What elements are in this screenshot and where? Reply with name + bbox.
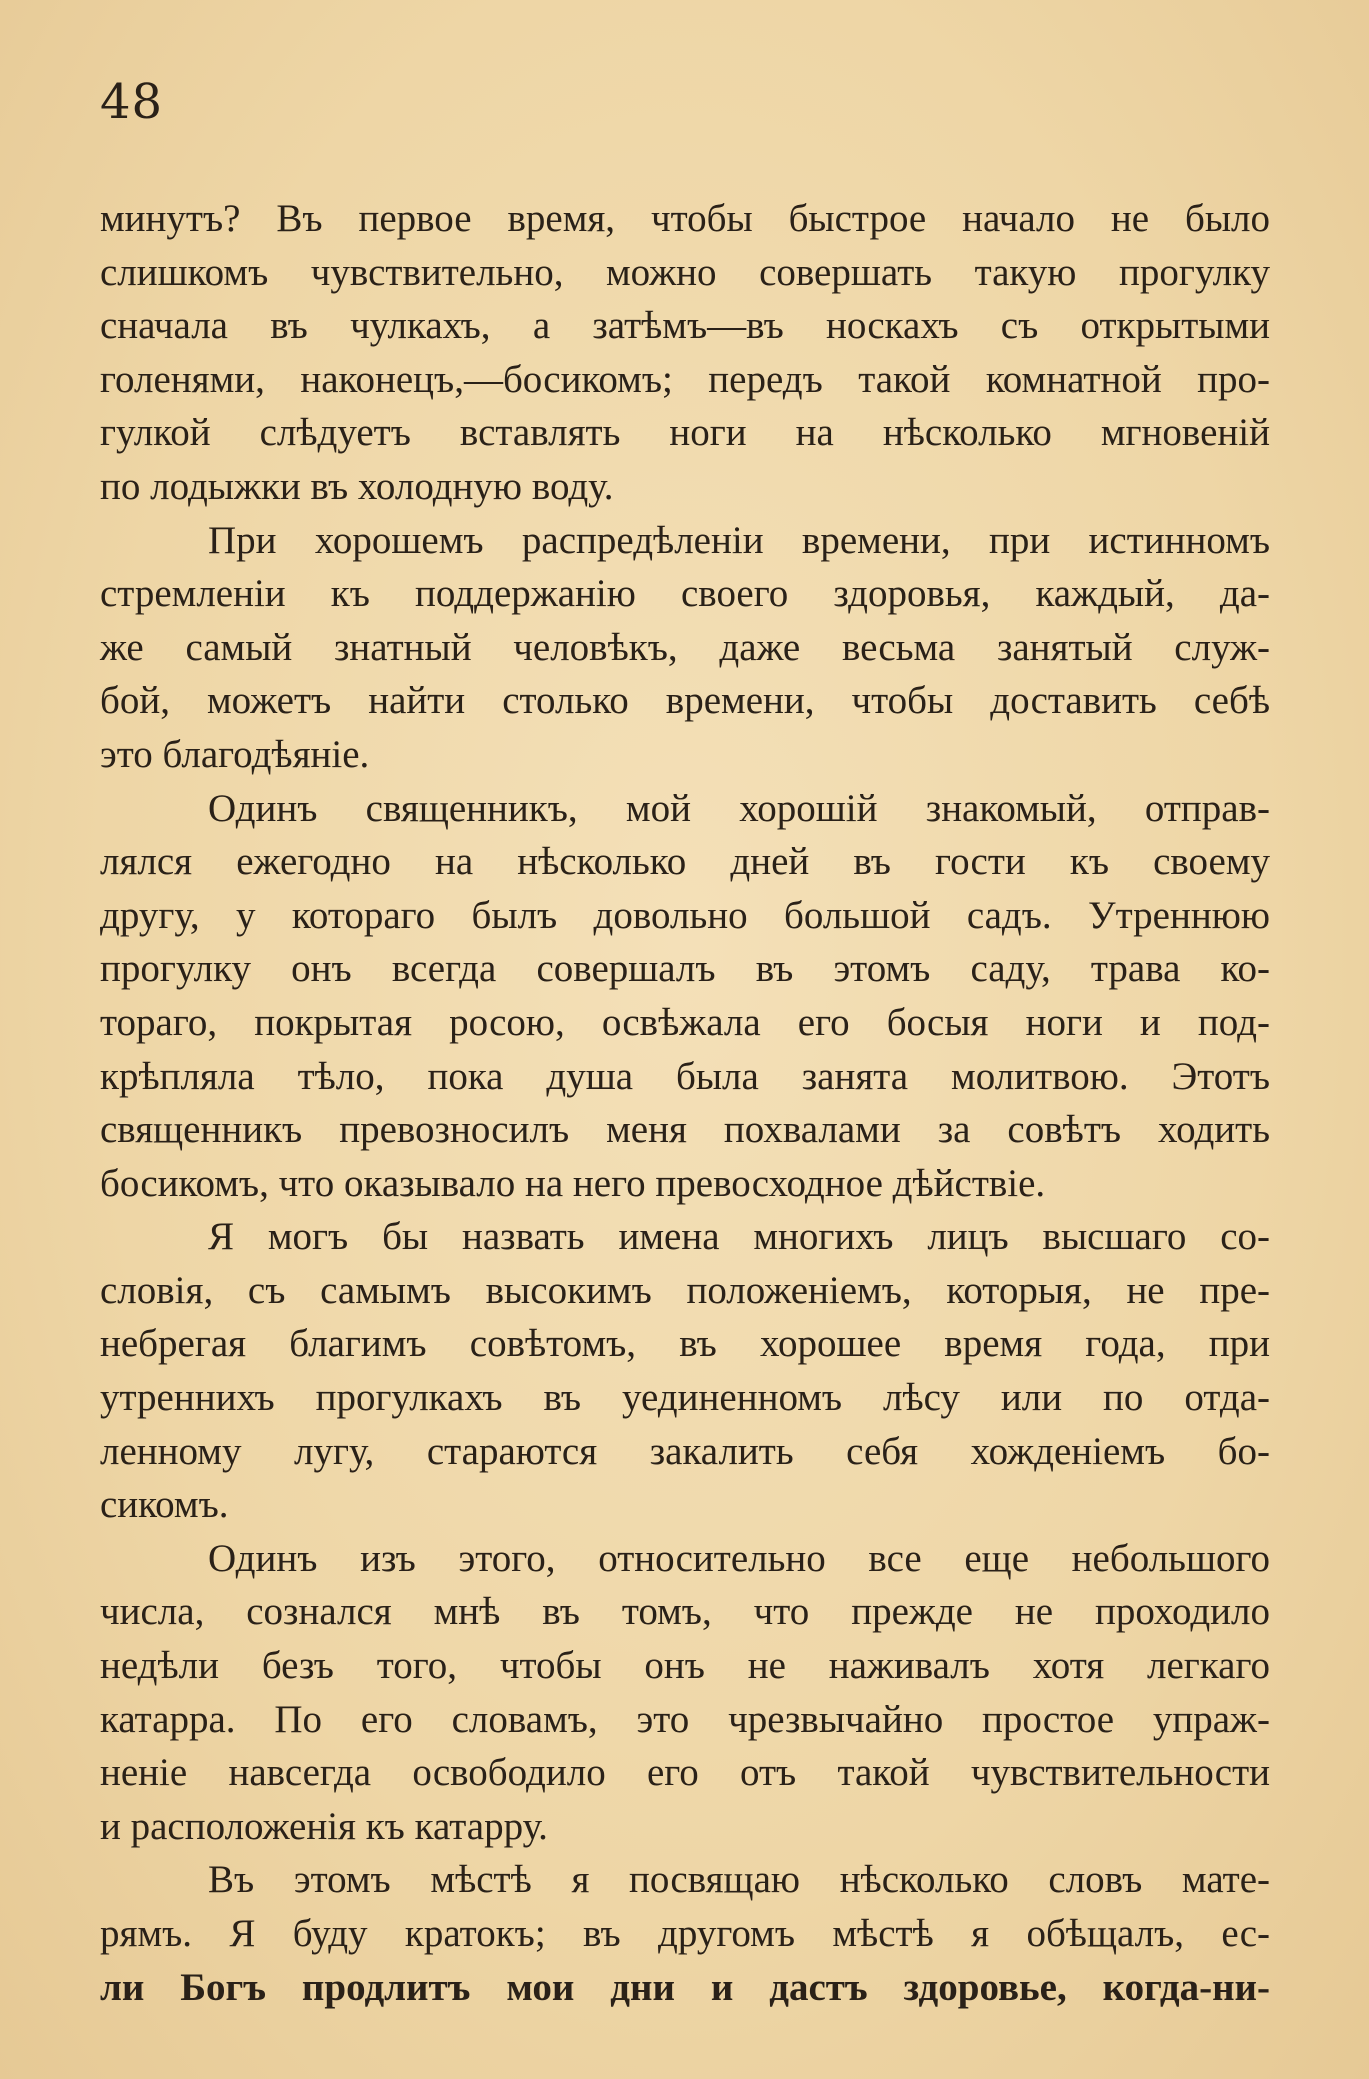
paragraph [100, 514, 1270, 782]
text-line: словія, съ самымъ высокимъ положеніемъ, которыя, не пре- [100, 1268, 1270, 1312]
text-line: же самый знатный человѣкъ, даже весьма занятый служ- [100, 625, 1270, 669]
page-number: 48 [100, 74, 164, 130]
body-text [100, 192, 1270, 2014]
text-line: утреннихъ прогулкахъ въ уединенномъ лѣсу или по отда- [100, 1376, 1270, 1420]
text-line: другу, у котораго былъ довольно большой садъ. Утреннюю [100, 893, 1270, 937]
text-line: крѣпляла тѣло, пока душа была занята молитвою. Этотъ [100, 1054, 1270, 1098]
text-line: стремленіи къ поддержанію своего здоровья, каждый, да- [100, 572, 1270, 616]
text-line: Я могъ бы назвать имена многихъ лицъ высшаго со- [208, 1215, 1270, 1259]
text-line: лялся ежегодно на нѣсколько дней въ гости къ своему [100, 840, 1270, 884]
text-line: ли Богъ продлитъ мои дни и дастъ здоровье, когда-ни- [100, 1965, 1270, 2009]
text-line: неніе навсегда освободило его отъ такой чувствительности [100, 1751, 1270, 1795]
text-line: ленному лугу, стараются закалить себя хожденіемъ бо- [100, 1429, 1270, 1473]
paragraph [100, 1210, 1270, 1532]
text-line: Въ этомъ мѣстѣ я посвящаю нѣсколько словъ мате- [208, 1858, 1270, 1902]
text-line: минутъ? Въ первое время, чтобы быстрое начало не было [100, 197, 1270, 240]
paragraph [100, 192, 1270, 514]
paragraph [100, 782, 1270, 1211]
text-line: голенями, наконецъ,—босикомъ; передъ такой комнатной про- [100, 357, 1270, 401]
text-line: священникъ превозносилъ меня похвалами за совѣтъ ходить [100, 1108, 1270, 1152]
text-line: босикомъ, что оказывало на него превосходное дѣйствіе. [100, 1161, 1046, 1205]
text-line: это благодѣяніе. [100, 732, 370, 776]
text-line: рямъ. Я буду кратокъ; въ другомъ мѣстѣ я обѣщалъ, ес- [100, 1912, 1270, 1955]
text-line: бой, можетъ найти столько времени, чтобы доставить себѣ [100, 679, 1270, 723]
paragraph [100, 1532, 1270, 1854]
text-line: Одинъ священникъ, мой хорошій знакомый, отправ- [208, 786, 1270, 830]
text-line: небрегая благимъ совѣтомъ, въ хорошее время года, при [100, 1322, 1270, 1366]
text-line: по лодыжки въ холодную воду. [100, 464, 614, 508]
text-line: При хорошемъ распредѣленіи времени, при истинномъ [208, 518, 1270, 562]
paragraph [100, 1853, 1270, 2014]
text-line: гулкой слѣдуетъ вставлять ноги на нѣсколько мгновеній [100, 411, 1270, 455]
text-line: слишкомъ чувствительно, можно совершать такую прогулку [100, 250, 1270, 294]
text-line: недѣли безъ того, чтобы онъ не наживалъ хотя легкаго [100, 1644, 1270, 1688]
text-line: сикомъ. [100, 1483, 229, 1527]
text-line: катарра. По его словамъ, это чрезвычайно простое упраж- [100, 1697, 1270, 1741]
text-line: числа, сознался мнѣ въ томъ, что прежде не проходило [100, 1590, 1270, 1634]
text-line: тораго, покрытая росою, освѣжала его босыя ноги и под- [100, 1000, 1270, 1044]
text-line: сначала въ чулкахъ, а затѣмъ—въ носкахъ съ открытыми [100, 304, 1270, 348]
text-line: и расположенія къ катарру. [100, 1804, 548, 1848]
text-line: прогулку онъ всегда совершалъ въ этомъ саду, трава ко- [100, 947, 1270, 991]
text-line: Одинъ изъ этого, относительно все еще небольшого [208, 1536, 1270, 1580]
